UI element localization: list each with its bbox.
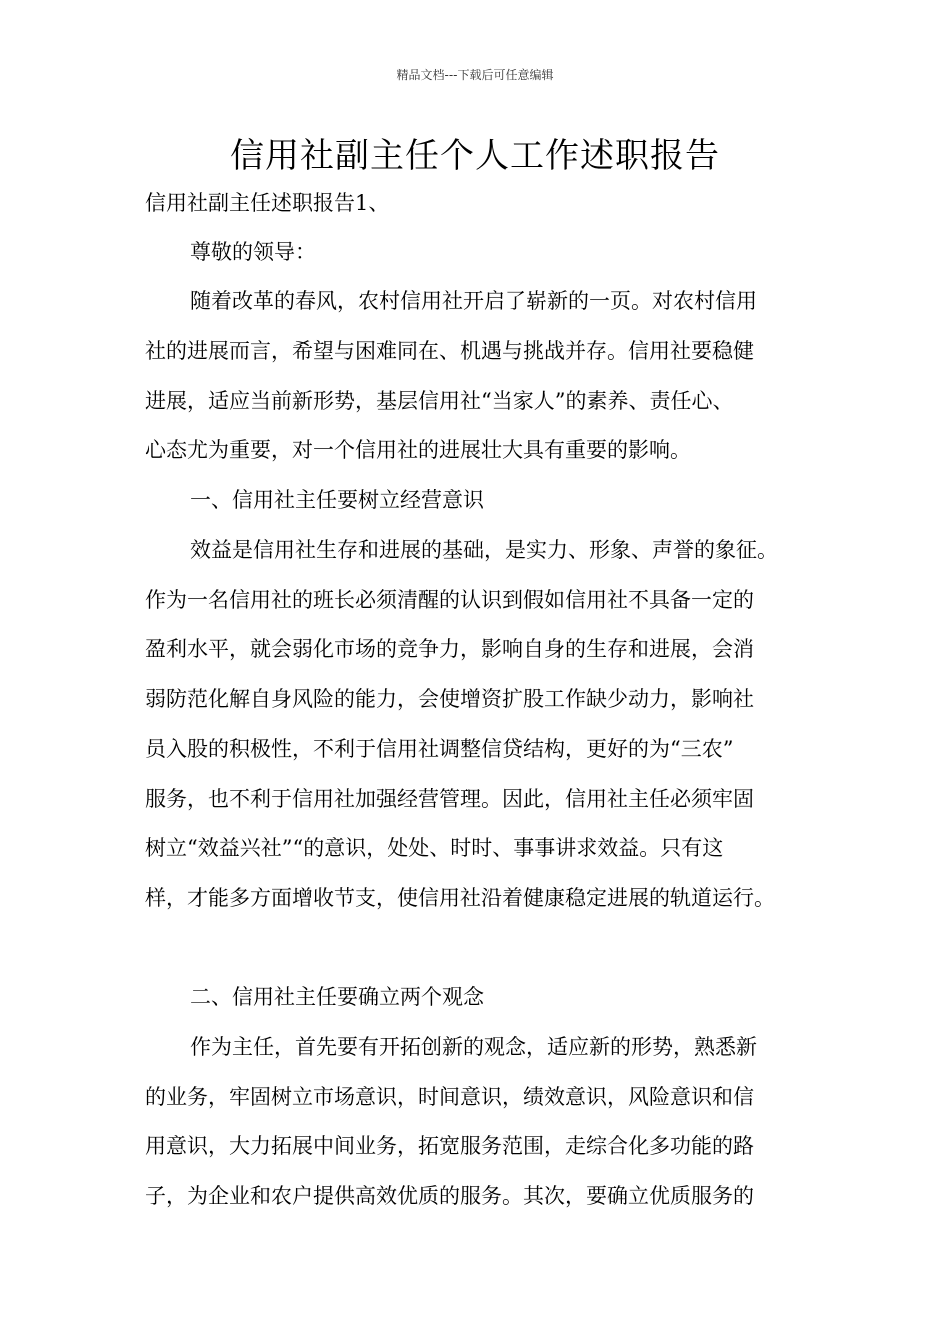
paragraph-2-line-4: 弱防范化解自身风险的能力，会使增资扩股工作缺少动力，影响社 [145, 687, 754, 711]
paragraph-2-line-2: 作为一名信用社的班长必须清醒的认识到假如信用社不具备一定的 [145, 588, 754, 612]
section-heading-1: 一、信用社主任要树立经营意识 [190, 488, 484, 512]
paragraph-3-line-2: 的业务，牢固树立市场意识，时间意识，绩效意识，风险意识和信 [145, 1085, 754, 1109]
paragraph-2-line-1: 效益是信用社生存和进展的基础，是实力、形象、声誉的象征。 [190, 538, 778, 562]
paragraph-1-line-1: 随着改革的春风，农村信用社开启了崭新的一页。对农村信用 [190, 289, 757, 313]
paragraph-1-line-2: 社的进展而言，希望与困难同在、机遇与挑战并存。信用社要稳健 [145, 339, 754, 363]
subtitle-line: 信用社副主任述职报告1、 [145, 191, 390, 215]
paragraph-3-line-3: 用意识，大力拓展中间业务，拓宽服务范围，走综合化多功能的路 [145, 1134, 754, 1158]
paragraph-3-line-1: 作为主任，首先要有开拓创新的观念，适应新的形势，熟悉新 [190, 1035, 757, 1059]
section-heading-2: 二、信用社主任要确立两个观念 [190, 985, 484, 1009]
paragraph-2-line-8: 样，才能多方面增收节支，使信用社沿着健康稳定进展的轨道运行。 [145, 886, 775, 910]
paragraph-2-line-3: 盈利水平，就会弱化市场的竞争力，影响自身的生存和进展，会消 [145, 637, 754, 661]
paragraph-1-line-4: 心态尤为重要，对一个信用社的进展壮大具有重要的影响。 [145, 438, 691, 462]
salutation: 尊敬的领导： [190, 240, 316, 264]
paragraph-2-line-5: 员入股的积极性，不利于信用社调整信贷结构，更好的为“三农” [145, 737, 734, 761]
paragraph-2-line-7: 树立“效益兴社”“的意识，处处、时时、事事讲求效益。只有这 [145, 836, 724, 860]
header-note: 精品文档---下载后可任意编辑 [396, 68, 554, 82]
document-title: 信用社副主任个人工作述职报告 [230, 136, 720, 176]
paragraph-1-line-3: 进展，适应当前新形势，基层信用社“当家人”的素养、责任心、 [145, 389, 734, 413]
paragraph-2-line-6: 服务，也不利于信用社加强经营管理。因此，信用社主任必须牢固 [145, 787, 754, 811]
paragraph-3-line-4: 子，为企业和农户提供高效优质的服务。其次，要确立优质服务的 [145, 1184, 754, 1208]
